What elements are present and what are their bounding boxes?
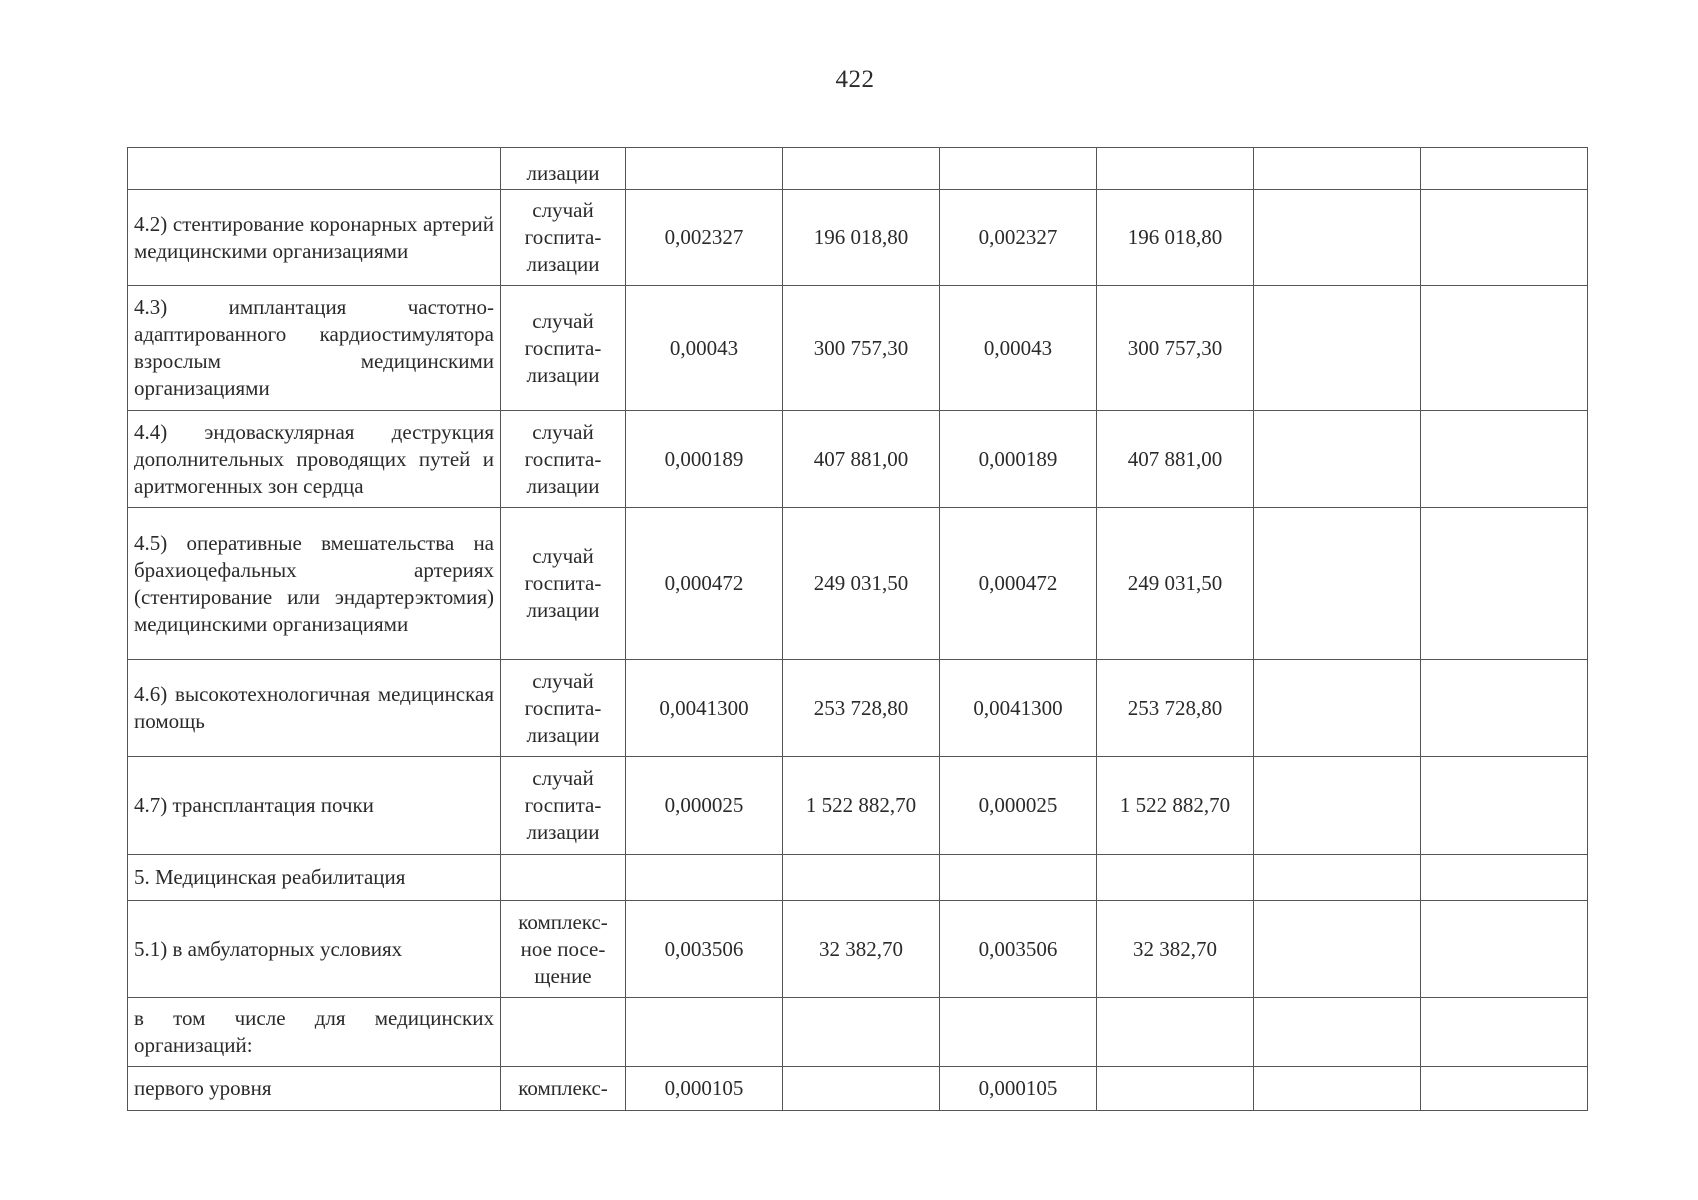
row-cost-cell	[1097, 855, 1254, 901]
page-number: 422	[835, 66, 875, 93]
table-row	[128, 998, 1588, 1067]
row-volume-cell: 0,000189	[626, 411, 783, 508]
row-name-cell: 4.7) трансплантация почки	[128, 757, 501, 855]
row-volume-cell: 0,000472	[626, 508, 783, 660]
row-empty-cell	[1254, 286, 1421, 411]
row-unit-cell: случай госпита-лизации	[501, 286, 626, 411]
row-empty-cell	[1421, 508, 1588, 660]
row-cost-cell: 32 382,70	[1097, 901, 1254, 998]
row-cost-cell	[1097, 148, 1254, 190]
row-volume-cell	[626, 998, 783, 1067]
row-empty-cell	[1254, 660, 1421, 757]
table-row	[128, 190, 1588, 286]
row-name-cell: в том числе для медицинских организаций:	[128, 998, 501, 1067]
row-volume-cell: 0,003506	[626, 901, 783, 998]
row-unit-cell: случай госпита-лизации	[501, 757, 626, 855]
row-cost-cell	[783, 855, 940, 901]
row-unit-cell: лизации	[501, 148, 626, 190]
row-name-cell: 4.4) эндоваскулярная деструкция дополнительных проводящих путей и аритмогенных зон сердца	[128, 411, 501, 508]
row-empty-cell	[1254, 411, 1421, 508]
row-empty-cell	[1254, 998, 1421, 1067]
row-cost-cell: 196 018,80	[1097, 190, 1254, 286]
row-cost-cell: 32 382,70	[783, 901, 940, 998]
row-empty-cell	[1421, 190, 1588, 286]
table-row	[128, 148, 1588, 190]
row-cost-cell	[783, 148, 940, 190]
row-volume-cell: 0,000105	[626, 1067, 783, 1111]
table-row	[128, 508, 1588, 660]
table-row	[128, 286, 1588, 411]
row-cost-cell	[783, 1067, 940, 1111]
row-volume-cell: 0,000189	[940, 411, 1097, 508]
row-empty-cell	[1421, 901, 1588, 998]
row-volume-cell	[940, 148, 1097, 190]
row-volume-cell: 0,0041300	[940, 660, 1097, 757]
row-empty-cell	[1421, 855, 1588, 901]
table-row	[128, 757, 1588, 855]
row-name-cell: 5. Медицинская реабилитация	[128, 855, 501, 901]
row-name-cell: первого уровня	[128, 1067, 501, 1111]
row-volume-cell	[626, 148, 783, 190]
row-cost-cell	[783, 998, 940, 1067]
row-empty-cell	[1254, 1067, 1421, 1111]
row-empty-cell	[1254, 190, 1421, 286]
row-empty-cell	[1421, 286, 1588, 411]
row-volume-cell: 0,000025	[940, 757, 1097, 855]
row-name-cell: 4.5) оперативные вмешательства на брахиоцефальных артериях (стентирование или эндартерэктомия) медицинскими организациями	[128, 508, 501, 660]
row-volume-cell: 0,002327	[940, 190, 1097, 286]
row-empty-cell	[1421, 998, 1588, 1067]
row-unit-cell	[501, 855, 626, 901]
tariff-table	[127, 147, 1588, 1111]
row-unit-cell: комплекс-	[501, 1067, 626, 1111]
row-volume-cell: 0,00043	[940, 286, 1097, 411]
row-cost-cell: 407 881,00	[1097, 411, 1254, 508]
row-volume-cell: 0,000025	[626, 757, 783, 855]
row-name-cell: 4.2) стентирование коронарных артерий медицинскими организациями	[128, 190, 501, 286]
row-empty-cell	[1421, 1067, 1588, 1111]
row-volume-cell: 0,000105	[940, 1067, 1097, 1111]
row-cost-cell: 196 018,80	[783, 190, 940, 286]
table-row	[128, 1067, 1588, 1111]
row-volume-cell	[626, 855, 783, 901]
row-empty-cell	[1254, 757, 1421, 855]
row-empty-cell	[1254, 855, 1421, 901]
row-cost-cell: 253 728,80	[1097, 660, 1254, 757]
row-empty-cell	[1421, 660, 1588, 757]
row-empty-cell	[1421, 757, 1588, 855]
row-unit-cell: случай госпита-лизации	[501, 660, 626, 757]
row-empty-cell	[1254, 901, 1421, 998]
row-volume-cell	[940, 855, 1097, 901]
table-row	[128, 411, 1588, 508]
row-empty-cell	[1421, 411, 1588, 508]
row-name-cell: 5.1) в амбулаторных условиях	[128, 901, 501, 998]
table-row	[128, 855, 1588, 901]
row-cost-cell: 253 728,80	[783, 660, 940, 757]
row-unit-cell	[501, 998, 626, 1067]
row-unit-cell: комплекс-ное посе-щение	[501, 901, 626, 998]
row-unit-cell: случай госпита-лизации	[501, 508, 626, 660]
row-cost-cell: 1 522 882,70	[1097, 757, 1254, 855]
row-name-cell: 4.3) имплантация частотно-адаптированного кардиостимулятора взрослым медицинскими организациями	[128, 286, 501, 411]
row-volume-cell: 0,00043	[626, 286, 783, 411]
table-row	[128, 660, 1588, 757]
row-name-cell: 4.6) высокотехнологичная медицинская помощь	[128, 660, 501, 757]
row-volume-cell: 0,0041300	[626, 660, 783, 757]
row-volume-cell	[940, 998, 1097, 1067]
row-volume-cell: 0,003506	[940, 901, 1097, 998]
row-cost-cell: 300 757,30	[783, 286, 940, 411]
row-unit-cell: случай госпита-лизации	[501, 190, 626, 286]
row-volume-cell: 0,002327	[626, 190, 783, 286]
row-cost-cell: 249 031,50	[1097, 508, 1254, 660]
row-volume-cell: 0,000472	[940, 508, 1097, 660]
row-empty-cell	[1254, 508, 1421, 660]
row-unit-cell: случай госпита-лизации	[501, 411, 626, 508]
row-cost-cell: 1 522 882,70	[783, 757, 940, 855]
row-cost-cell: 300 757,30	[1097, 286, 1254, 411]
row-empty-cell	[1254, 148, 1421, 190]
row-cost-cell	[1097, 998, 1254, 1067]
row-cost-cell	[1097, 1067, 1254, 1111]
table-row	[128, 901, 1588, 998]
row-name-cell	[128, 148, 501, 190]
row-cost-cell: 407 881,00	[783, 411, 940, 508]
row-cost-cell: 249 031,50	[783, 508, 940, 660]
row-empty-cell	[1421, 148, 1588, 190]
